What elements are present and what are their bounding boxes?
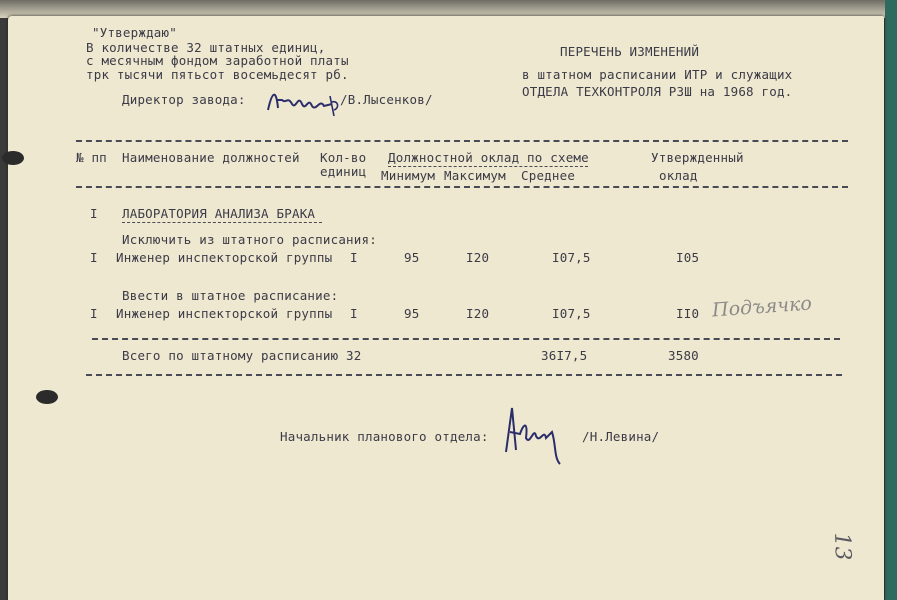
table-rule-bottom [86, 374, 842, 376]
table-rule-top [76, 140, 848, 142]
punch-hole [36, 390, 58, 404]
table-rule-header [76, 186, 848, 188]
total-approved: 3580 [668, 348, 699, 363]
document-subtitle: в штатном расписании ИТР и служащих [522, 67, 793, 82]
page-number: 13 [829, 532, 855, 561]
header-approved-2: оклад [659, 168, 698, 183]
planning-head-signature [496, 402, 582, 472]
row-min: 95 [404, 250, 420, 265]
add-label: Ввести в штатное расписание: [122, 288, 339, 303]
row-num: I [90, 306, 98, 321]
row-max: I20 [466, 306, 490, 321]
document-subtitle: ОТДЕЛА ТЕХКОНТРОЛЯ РЗШ на 1968 год. [522, 84, 793, 99]
director-name: /В.Лысенков/ [340, 92, 433, 107]
pencil-note: Подъячко [711, 292, 813, 322]
row-num: I [90, 250, 98, 265]
total-label: Всего по штатному расписанию 32 [122, 348, 362, 363]
row-position: Инженер инспекторской группы [116, 250, 333, 265]
binder-edge [885, 0, 897, 600]
header-min: Минимум [381, 168, 436, 183]
planning-head-name: /Н.Левина/ [582, 429, 660, 444]
header-approved: Утвержденный [651, 150, 744, 165]
section-title: ЛАБОРАТОРИЯ АНАЛИЗА БРАКА [122, 206, 316, 221]
row-position: Инженер инспекторской группы [116, 306, 333, 321]
header-units: Кол-во [320, 150, 367, 165]
total-avg: 36I7,5 [541, 348, 588, 363]
header-num: № пп [76, 150, 107, 165]
approval-line: трк тысячи пятьсот восемьдесят рб. [86, 67, 349, 82]
approval-line: В количестве 32 штатных единиц, [86, 40, 326, 55]
document-title: ПЕРЕЧЕНЬ ИЗМЕНЕНИЙ [560, 44, 700, 59]
section-num: I [90, 206, 98, 221]
row-approved: I05 [676, 250, 700, 265]
row-avg: I07,5 [552, 306, 591, 321]
approval-heading: "Утверждаю" [92, 25, 177, 40]
header-underline [388, 166, 588, 167]
section-underline [122, 222, 322, 223]
row-avg: I07,5 [552, 250, 591, 265]
row-units: I [350, 250, 358, 265]
header-units-2: единиц [320, 164, 367, 179]
header-position: Наименование должностей [122, 150, 300, 165]
header-max: Максимум [444, 168, 506, 183]
document-page [8, 16, 884, 600]
row-units: I [350, 306, 358, 321]
planning-head-label: Начальник планового отдела: [280, 429, 489, 444]
director-label: Директор завода: [122, 92, 246, 107]
approval-line: с месячным фондом заработной платы [86, 53, 349, 68]
row-approved: II0 [676, 306, 700, 321]
row-max: I20 [466, 250, 490, 265]
table-rule-total [92, 338, 840, 340]
header-salary-scheme: Должностной оклад по схеме [388, 150, 589, 165]
punch-hole [2, 151, 24, 165]
row-min: 95 [404, 306, 420, 321]
header-avg: Среднее [521, 168, 576, 183]
exclude-label: Исключить из штатного расписания: [122, 232, 377, 247]
